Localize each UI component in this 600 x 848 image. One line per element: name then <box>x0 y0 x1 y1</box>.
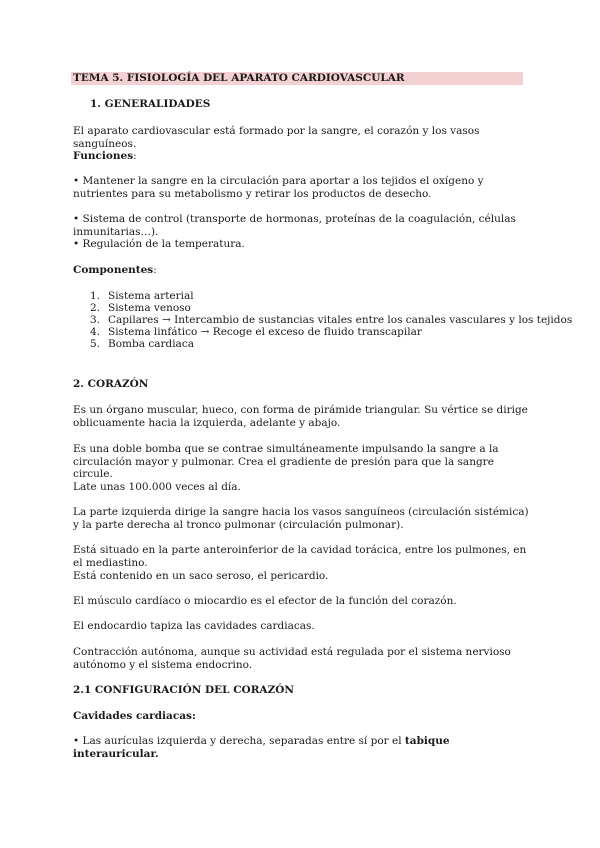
componente-text-5: Bomba cardiaca <box>108 338 194 350</box>
componente-item-4 <box>90 326 422 338</box>
cavidades-heading: Cavidades cardiacas: <box>73 710 196 722</box>
corazon-paragraph-1: Es un órgano muscular, hueco, con forma de pirámide triangular. Su vértice se dirige oblicuamente hacia la izquierda, adelante y abajo. <box>73 404 528 429</box>
corazon-paragraph-5: Está situado en la parte anteroinferior de la cavidad torácica, entre los pulmones, en el mediastino. <box>73 544 527 569</box>
corazon-paragraph-7: El músculo cardíaco o miocardio es el efector de la función del corazón. <box>73 595 457 607</box>
componente-text-1: Sistema arterial <box>108 290 194 302</box>
auriculas-text: • Las aurículas izquierda y derecha, separadas entre sí por el <box>73 735 405 747</box>
componente-num-2: 2. <box>90 302 101 314</box>
corazon-paragraph-6: Está contenido en un saco seroso, el pericardio. <box>73 570 329 582</box>
funciones-colon: : <box>133 150 137 162</box>
componente-text-4: Sistema linfático → Recoge el exceso de fluido transcapilar <box>108 326 422 338</box>
section-2-heading: 2. CORAZÓN <box>73 378 149 390</box>
corazon-paragraph-4: La parte izquierda dirige la sangre hacia los vasos sanguíneos (circulación sistémica) y la parte derecha al tronco pulmonar (circulación pulmonar). <box>73 506 529 531</box>
componentes-colon: : <box>153 264 157 276</box>
componente-num-4: 4. <box>90 326 101 338</box>
section-1-intro: El aparato cardiovascular está formado por la sangre, el corazón y los vasos sanguíneos. <box>73 125 480 150</box>
componente-num-1: 1. <box>90 290 101 302</box>
componente-text-3: Capilares → Intercambio de sustancias vitales entre los canales vasculares y los tejidos <box>108 314 573 326</box>
funciones-heading <box>73 150 533 163</box>
componentes-heading <box>73 264 533 277</box>
corazon-paragraph-3: Late unas 100.000 veces al día. <box>73 481 241 493</box>
componente-item-1 <box>90 290 194 302</box>
componente-item-2 <box>90 302 191 314</box>
corazon-paragraph-9: Contracción autónoma, aunque su actividad está regulada por el sistema nervioso autónomo y el sistema endocrino. <box>73 646 511 671</box>
section-2-1-heading: 2.1 CONFIGURACIÓN DEL CORAZÓN <box>73 684 294 696</box>
funcion-item-1: • Mantener la sangre en la circulación para aportar a los tejidos el oxígeno y nutrientes para su metabolismo y retirar los productos de desecho. <box>73 175 484 200</box>
document-title: TEMA 5. FISIOLOGÍA DEL APARATO CARDIOVASCULAR <box>73 72 405 84</box>
componente-item-5 <box>90 338 194 350</box>
componente-item-3 <box>90 314 572 326</box>
funcion-item-2: • Sistema de control (transporte de hormonas, proteínas de la coagulación, células inmunitarias…). <box>73 213 516 238</box>
componente-num-3: 3. <box>90 314 101 326</box>
auriculas-paragraph <box>73 735 533 760</box>
componente-num-5: 5. <box>90 338 101 350</box>
funciones-label: Funciones <box>73 150 134 162</box>
corazon-paragraph-8: El endocardio tapiza las cavidades cardiacas. <box>73 620 315 632</box>
corazon-paragraph-2: Es una doble bomba que se contrae simultáneamente impulsando la sangre a la circulación mayor y pulmonar. Crea el gradiente de presión para que la sangre circule. <box>73 443 499 480</box>
componente-text-2: Sistema venoso <box>108 302 191 314</box>
section-1-heading: 1. GENERALIDADES <box>90 98 211 110</box>
funcion-item-3: • Regulación de la temperatura. <box>73 238 245 250</box>
tabique-interauricular: tabique interauricular. <box>73 735 450 760</box>
componentes-label: Componentes <box>73 264 154 276</box>
